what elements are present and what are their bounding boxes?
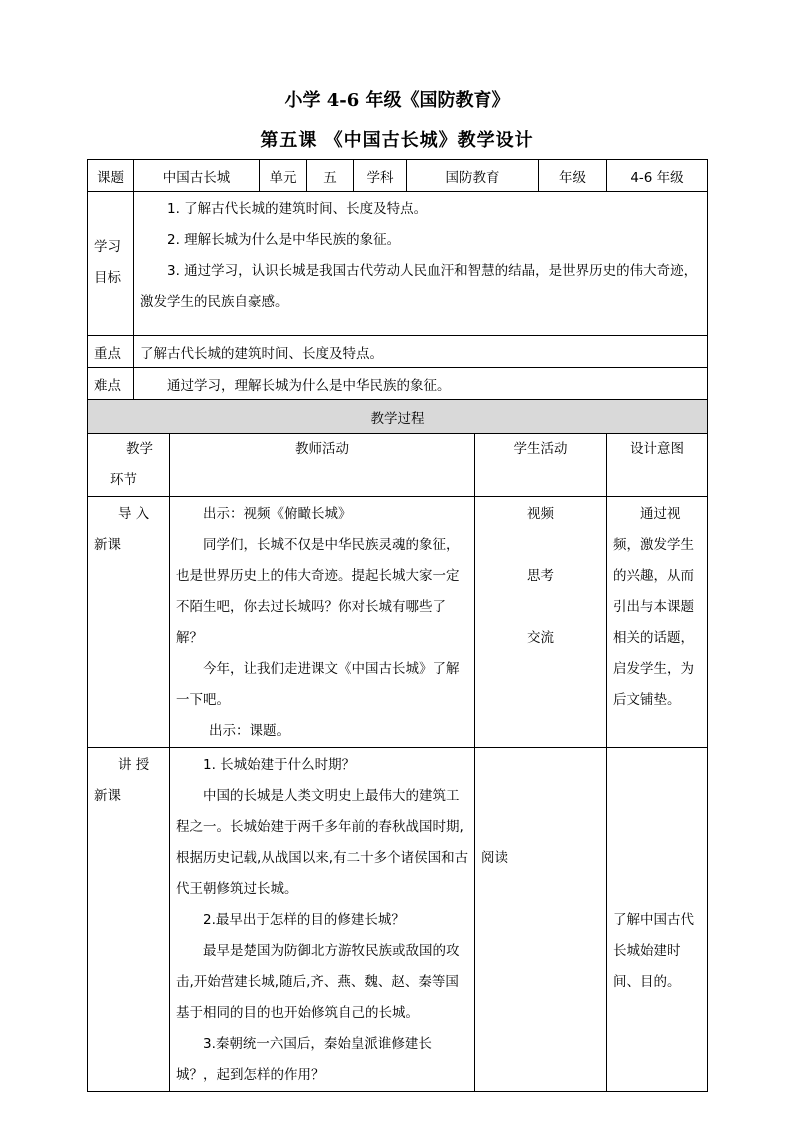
intro-student (475, 497, 607, 748)
info-row (88, 160, 708, 192)
teach-teacher-para: 3.秦朝统一六国后，秦始皇派谁修建长城？，起到怎样的作用？ (176, 1036, 432, 1083)
process-header-row (88, 400, 708, 434)
intro-stage (88, 497, 170, 748)
key-point-row (88, 336, 708, 368)
teach-design-text: 了解中国古代长城始建时间、目的。 (613, 912, 694, 990)
teach-student (475, 748, 607, 1092)
intro-teacher-para: 出示：课题。 (209, 723, 290, 739)
teach-teacher-para: 最早是楚国为防御北方游牧民族或敌国的攻击,开始营建长城,随后,齐、燕、魏、赵、秦等国基于相同的目的也开始修筑自己的长城。 (176, 943, 460, 1021)
goals-label-line: 目标 (94, 270, 121, 286)
intro-student-item: 交流 (527, 630, 554, 646)
unit-label: 单元 (260, 160, 307, 192)
intro-teacher-para: 出示：视频《俯瞰长城》 (203, 506, 352, 522)
intro-student-item: 思考 (527, 568, 554, 584)
goal-item: 2. 理解长城为什么是中华民族的象征。 (167, 232, 401, 248)
intro-teacher-para: 同学们，长城不仅是中华民族灵魂的象征，也是世界历史上的伟大奇迹。提起长城大家一定不陌生吧，你去过长城吗？你对长城有哪些了解？ (176, 537, 460, 646)
teach-teacher-para: 2.最早出于怎样的目的修建长城？ (203, 912, 405, 928)
unit-value: 五 (307, 160, 354, 192)
subject-value: 国防教育 (407, 160, 539, 192)
difficulty-label: 难点 (88, 368, 134, 400)
design-header: 设计意图 (607, 434, 708, 497)
document-title: 小学 4-6 年级《国防教育》 (284, 90, 510, 111)
goal-item: 3. 通过学习，认识长城是我国古代劳动人民血汗和智慧的结晶，是世界历史的伟大奇迹，激发学生的民族自豪感。 (140, 263, 698, 310)
student-header: 学生活动 (475, 434, 607, 497)
intro-design: 通过视频，激发学生的兴趣，从而引出与本课题相关的话题，启发学生，为后文铺垫。 (607, 497, 708, 748)
course-value: 中国古长城 (134, 160, 260, 192)
process-header: 教学过程 (88, 400, 708, 434)
intro-row (88, 497, 708, 748)
document-subtitle: 第五课 《中国古长城》教学设计 (260, 130, 534, 151)
intro-teacher (170, 497, 475, 748)
goals-row (88, 192, 708, 336)
grade-value: 4-6 年级 (607, 160, 708, 192)
key-point-label: 重点 (88, 336, 134, 368)
difficulty-text: 通过学习，理解长城为什么是中华民族的象征。 (134, 368, 708, 400)
column-header-row (88, 434, 708, 497)
intro-teacher-para: 今年，让我们走进课文《中国古长城》了解一下吧。 (176, 661, 460, 708)
grade-label: 年级 (539, 160, 607, 192)
goals-label-line: 学习 (94, 239, 121, 255)
teach-row (88, 748, 708, 1092)
course-label: 课题 (88, 160, 134, 192)
teach-design (607, 748, 708, 1092)
subject-label: 学科 (354, 160, 407, 192)
goals-label (88, 192, 134, 336)
teach-stage-line: 讲 授 (118, 757, 150, 773)
intro-student-item: 视频 (527, 506, 554, 522)
stage-header (88, 434, 170, 497)
teach-stage-line: 新课 (94, 788, 121, 804)
teach-teacher (170, 748, 475, 1092)
intro-stage-line: 导 入 (118, 506, 150, 522)
difficulty-row (88, 368, 708, 400)
goal-item: 1. 了解古代长城的建筑时间、长度及特点。 (167, 201, 428, 217)
teach-teacher-para: 中国的长城是人类文明史上最伟大的建筑工程之一。长城始建于两千多年前的春秋战国时期,根据历史记载,从战国以来,有二十多个诸侯国和古代王朝修筑过长城。 (176, 788, 469, 897)
teach-student-item: 阅读 (481, 850, 508, 866)
key-point-text: 了解古代长城的建筑时间、长度及特点。 (134, 336, 708, 368)
stage-header-line: 教学 (126, 441, 153, 457)
teach-stage (88, 748, 170, 1092)
teacher-header: 教师活动 (170, 434, 475, 497)
lesson-plan-table (87, 159, 708, 1092)
goals-content (134, 192, 708, 336)
stage-header-line: 环节 (110, 472, 137, 488)
teach-teacher-para: 1. 长城始建于什么时期？ (203, 757, 356, 773)
intro-stage-line: 新课 (94, 537, 121, 553)
